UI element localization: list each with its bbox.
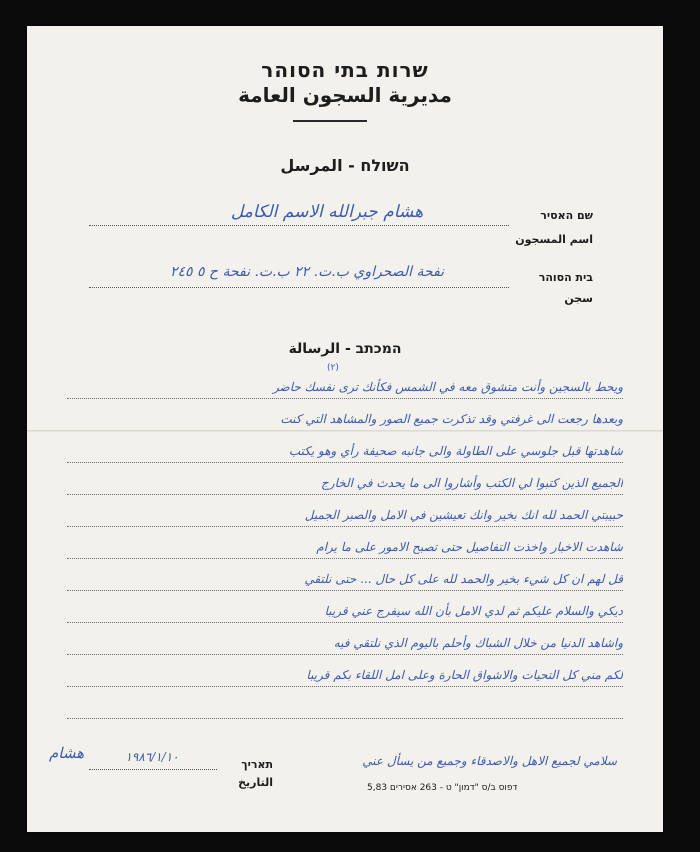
prisoner-name-value: هشام جبرالله الاسم الكامل [230,202,424,222]
letter-line: وبعدها رجعت الى غرفتي وقد تذكرت جميع الصور والمشاهد التي كنت [67,410,623,431]
signature: هشام [49,744,85,762]
letter-line: قل لهم ان كل شيء بخير والحمد لله على كل حال ... حتى نلتقي [67,570,623,591]
sender-section-title: השולח - المرسل [280,156,410,175]
prison-label-arabic: سجن [564,292,593,305]
letter-line: واشاهد الدنيا من خلال الشباك وأحلم باليوم الذي نلتقي فيه [67,634,623,655]
letter-sheet [27,26,663,832]
header-hebrew-title: שרות בתי הסוהר [261,58,429,82]
header-divider [293,120,367,122]
prisoner-label-hebrew: שם האסיר [540,209,593,222]
letter-line: الجميع الذين كتبوا لي الكتب وأشاروا الى ما يحدث في الخارج [67,474,623,495]
letter-closing: سلامي لجميع الاهل والاصدقاء وجميع من يسأل عني [362,754,617,768]
letter-line: شاهدتها قبل جلوسي على الطاولة والى جانبه صحيفة رأي وهو يكتب [67,442,623,463]
letter-line [67,698,623,719]
prisoner-name-line [89,224,509,226]
print-info: דפוס ב/ס "דמון" ט - 263 אסירים 5,83 [367,783,518,793]
letter-page-number: (٢) [327,363,339,373]
letter-line: لكم مني كل التحيات والاشواق الحارة وعلى امل اللقاء بكم قريبا [67,666,623,687]
date-value: ١٩٨٦/١/١٠ [125,750,179,764]
letter-line: ويحط بالسجين وأنت متشوق معه في الشمس فكأنك ترى نفسك حاضر [67,378,623,399]
letter-line: حبيبتي الحمد لله انك بخير وانك تعيشين في الامل والصبر الجميل [67,506,623,527]
header-arabic-title: مديرية السجون العامة [238,83,452,107]
paper-fold [27,430,663,433]
prison-name-line [89,286,509,288]
letter-line: شاهدت الاخبار واخذت التفاصيل حتى تصبح الامور على ما يرام [67,538,623,559]
prison-name-value: نفحة الصحراوي ب.ت. ٢٢ ب.ت. نفحة ح ٥ ٢٤٥ [169,264,445,280]
letter-section-title: המכתב - الرسالة [288,341,402,357]
prison-label-hebrew: בית הסוהר [538,271,593,284]
date-label-hebrew: תאריך [241,758,273,771]
date-line [89,768,217,770]
letter-line: ديكي والسلام عليكم ثم لدي الامل بأن الله سيفرج عني قريبا [67,602,623,623]
prisoner-label-arabic: اسم المسجون [515,233,593,246]
date-label-arabic: التاريخ [238,776,273,789]
